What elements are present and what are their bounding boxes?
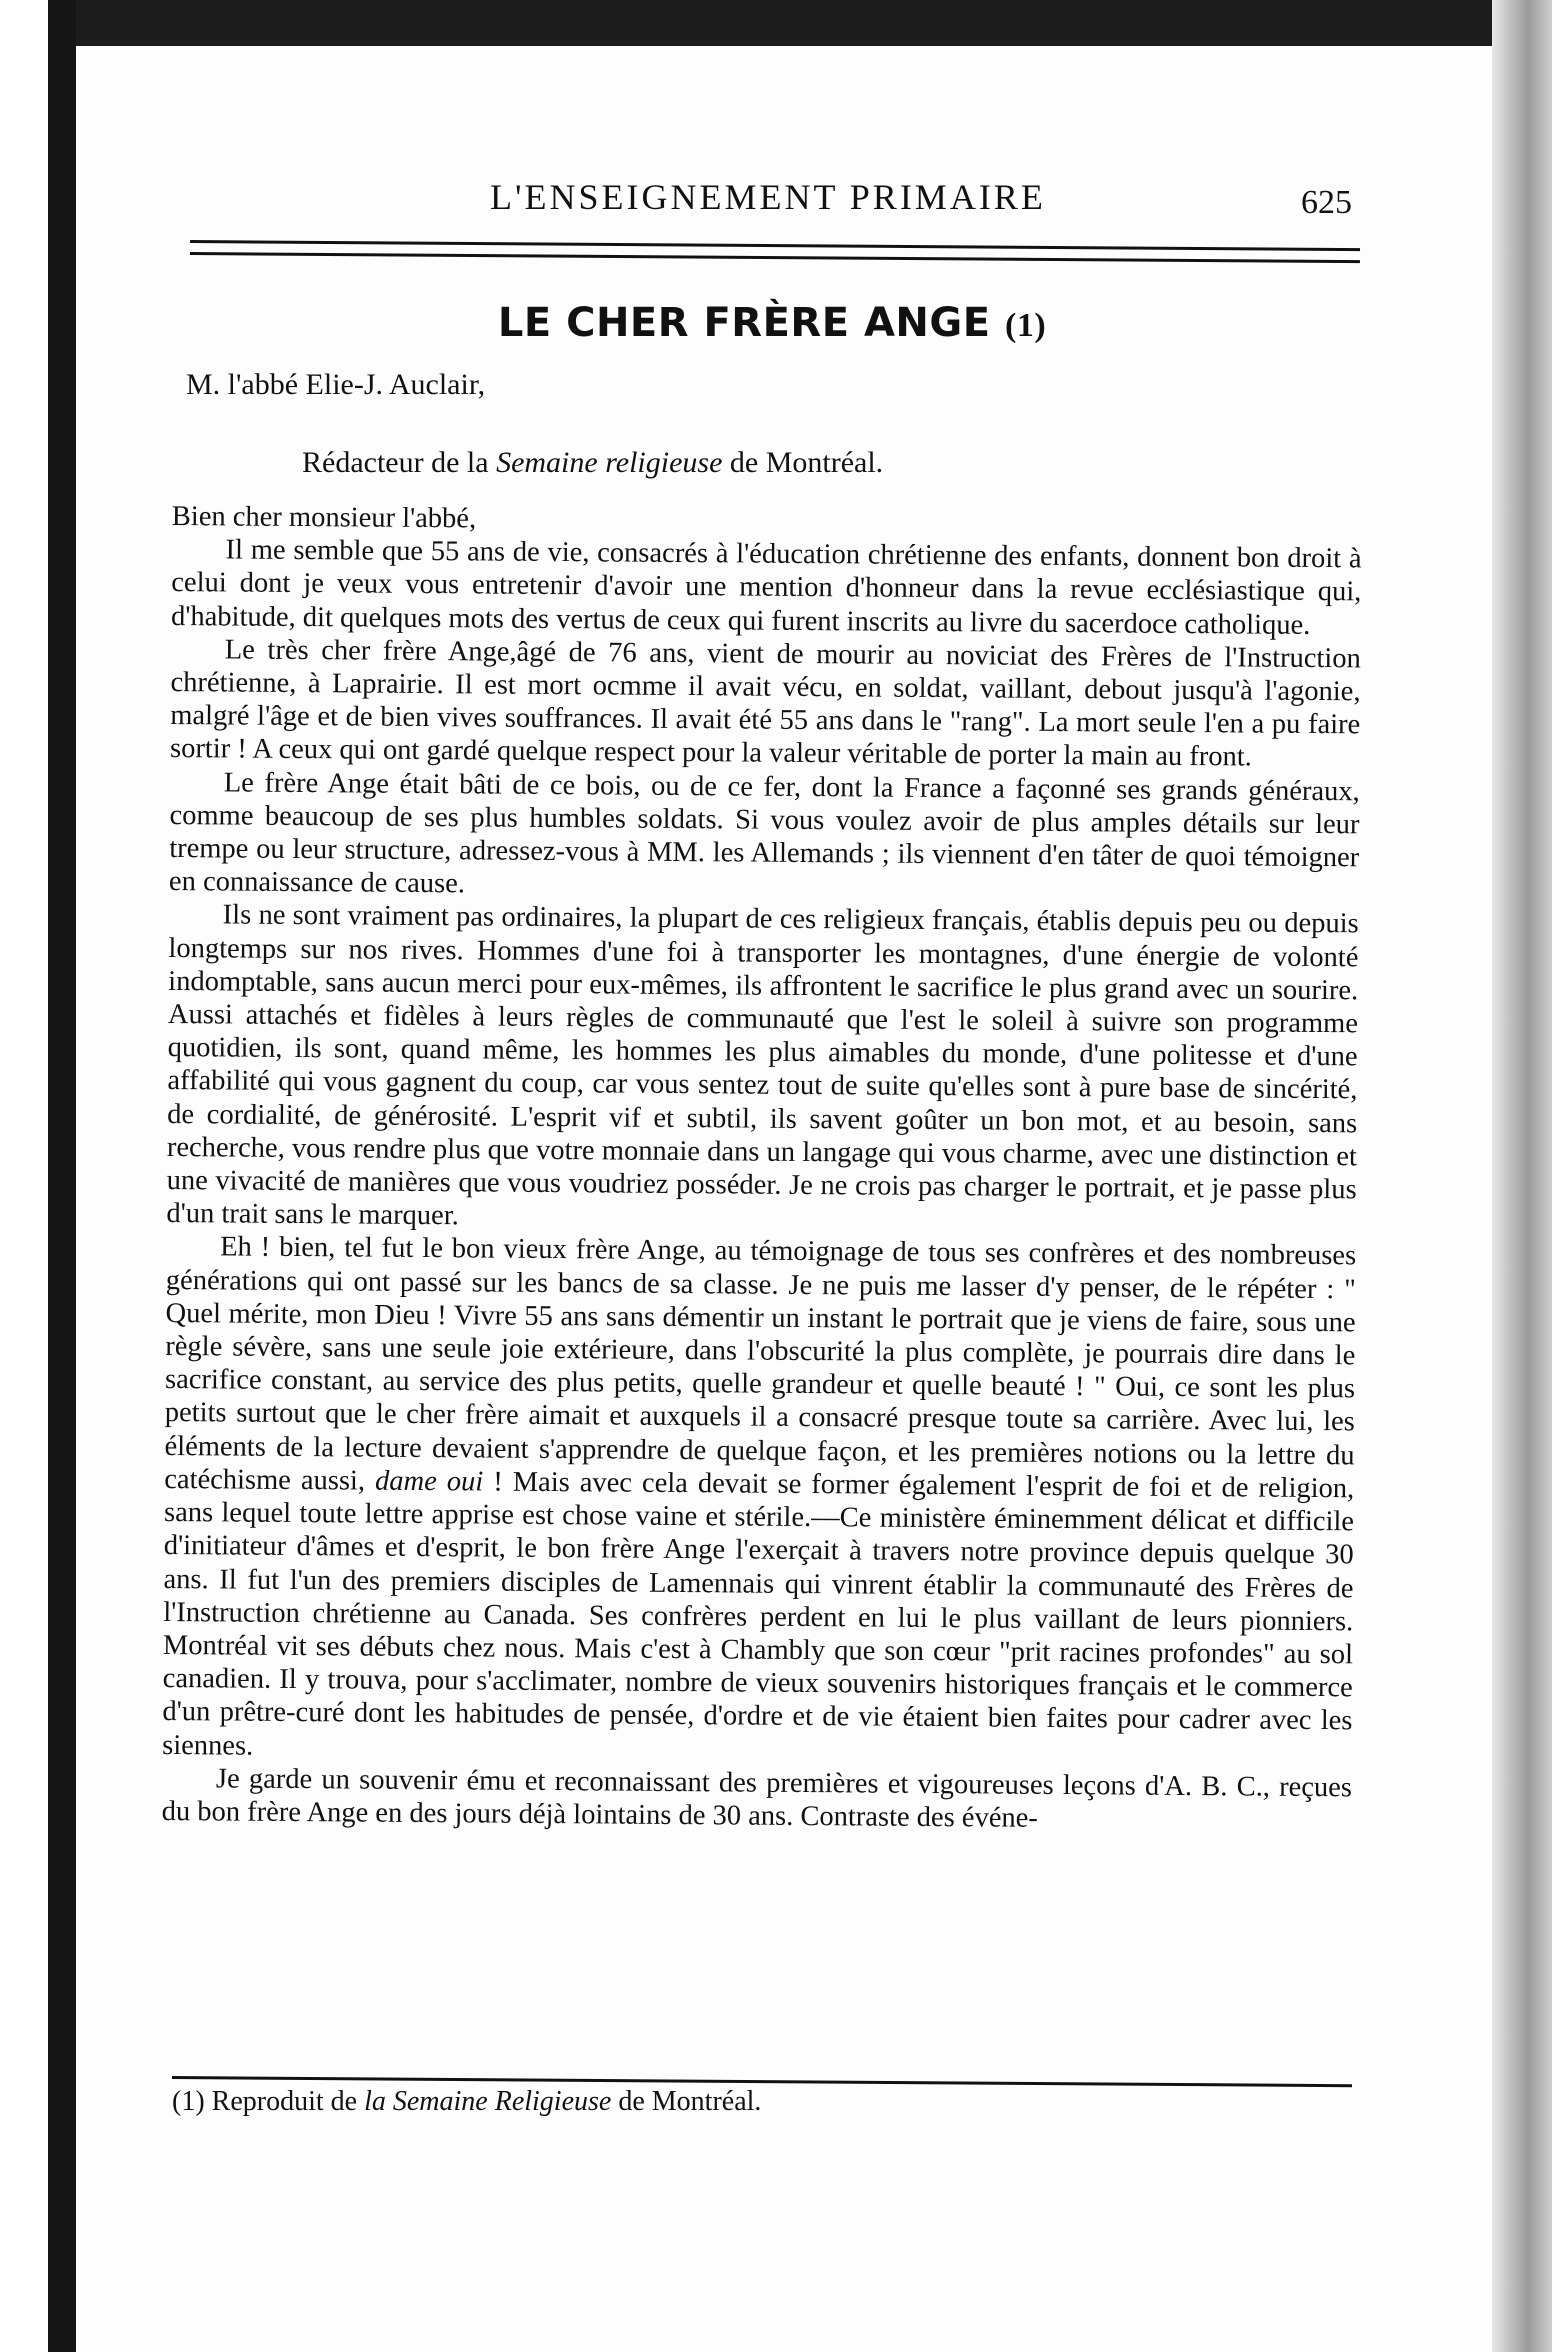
page-number: 625 (1301, 184, 1352, 221)
editor-line (302, 446, 883, 480)
footnote (172, 2086, 761, 2118)
paragraph-4: Ils ne sont vraiment pas ordinaires, la plupart de ces religieux français, établis depuis peu ou depuis longtemps sur nos rives. Hommes d'une foi à transporter les montagnes, d'une énergie de volonté indomptable, sans aucun merci pour eux-mêmes, ils affrontent le sacrifice le plus grand avec un sourire. Aussi attachés et fidèles à leurs règles de communauté que l'est le soleil à suivre son programme quotidien, ils sont, quand même, les hommes les plus aimables du monde, d'une politesse et d'une affabilité qui vous gagnent du coup, car vous sentez tout de suite qu'elles sont à pure base de sincérité, de cordialité, de générosité. L'esprit vif et subtil, ils savent goûter un bon mot, et au besoin, sans recherche, vous rendre plus que votre monnaie dans un langage qui vous charme, avec une distinction et une vivacité de manières que vous voudriez posséder. Je ne crois pas charger le portrait, et je passe plus d'un trait sans le marquer. (166, 899, 1359, 1232)
footnote-marker: (1) (172, 2086, 205, 2117)
paragraph-2: Le très cher frère Ange,âgé de 76 ans, vient de mourir au noviciat des Frères de l'Instruction chrétienne, à Laprairie. Il est mort ocmme il avait vécu, en soldat, vaillant, debout jusqu'à l'agonie, malgré l'âge et de bien vives souffrances. Il avait été 55 ans dans le "rang". La mort seule l'en a pu faire sortir ! A ceux qui ont gardé quelque respect pour la valeur véritable de porter la main au front. (169, 634, 1361, 773)
salutation: Bien cher monsieur l'abbé, (171, 500, 477, 535)
footnote-suffix: de Montréal. (611, 2086, 762, 2117)
footnote-publication: la Semaine Religieuse (364, 2086, 612, 2117)
paragraph-6: Je garde un souvenir ému et reconnaissant des premières et vigoureuses leçons d'A. B. C., reçues du bon frère Ange en des jours déjà lointains de 30 ans. Contraste des événe- (161, 1763, 1353, 1834)
editor-publication: Semaine religieuse (496, 446, 723, 479)
paragraph-1: Il me semble que 55 ans de vie, consacrés à l'éducation chrétienne des enfants, donnent bon droit à celui dont je veux vous entretenir d'avoir une mention d'honneur dans la revue ecclésiastique qui, d'habitude, dit quelques mots des vertus de ceux qui furent inscrits au livre du sacerdoce catholique. (170, 534, 1362, 641)
scan-left-margin (0, 0, 52, 2352)
scan-top-border (0, 0, 1552, 46)
scan-right-edge (1492, 0, 1552, 2352)
title-footnote-ref: (1) (1005, 307, 1047, 344)
paragraph-5 (162, 1230, 1356, 1771)
running-header (172, 170, 1372, 230)
paragraph-3: Le frère Ange était bâti de ce bois, ou de ce fer, dont la France a façonné ses grands généraux, comme beaucoup de ses plus humbles soldats. Si vous voulez avoir de plus amples détails sur leur trempe ou leur structure, adressez-vous à MM. les Allemands ; ils viennent d'en tâter de quoi témoigner en connaissance de cause. (168, 767, 1360, 900)
book-binding-shadow (48, 0, 76, 2352)
running-title: L'ENSEIGNEMENT PRIMAIRE (490, 177, 1046, 217)
addressee-line: M. l'abbé Elie-J. Auclair, (186, 368, 486, 401)
article-title-text: LE CHER FRÈRE ANGE (497, 300, 991, 346)
footnote-prefix: Reproduit de (204, 2086, 365, 2117)
paragraph-5-part-a: Eh ! bien, tel fut le bon vieux frère Ange, au témoignage de tous ses confrères et des nombreuses générations qui ont passé sur les bancs de sa classe. Je ne puis me lasser d'y penser, de le répéter : " Quel mérite, mon Dieu ! Vivre 55 ans sans démentir un instant le portrait que je viens de faire, sous une règle sévère, sans une seule joie extérieure, dans l'obscurité la plus complète, je pourrais dire dans le sacrifice constant, au service des plus petits, quelle grandeur et quelle beauté ! " Oui, ce sont les plus petits surtout que le cher frère aimait et auxquels il a consacré presque toute sa carrière. Avec lui, les éléments de la lecture devaient s'apprendre de quelque façon, et les premières notions ou la lettre du catéchisme aussi, (164, 1231, 1357, 1497)
editor-prefix: Rédacteur de la (302, 446, 497, 479)
paragraph-5-italic: dame oui (374, 1465, 484, 1498)
editor-suffix: de Montréal. (722, 446, 884, 479)
article-title (172, 300, 1372, 346)
paragraph-5-part-b: ! Mais avec cela devait se former également l'esprit de foi et de religion, sans lequel toute lettre apprise est chose vaine et stérile.—Ce ministère éminemment délicat et difficile d'initiateur d'âmes et d'esprit, le bon frère Ange l'exerçait à travers notre province depuis quelque 30 ans. Il fut l'un des premiers disciples de Lamennais qui vinrent établir la communauté des Frères de l'Instruction chrétienne au Canada. Ses confrères perdent en lui le plus vaillant de leurs pionniers. Montréal vit ses débuts chez nous. Mais c'est à Chambly que son cœur "prit racines profondes" au sol canadien. Il y trouva, pour s'acclimater, nombre de vieux souvenirs historiques français et le commerce d'un prêtre-curé dont les habitudes de pensée, d'ordre et de vie étaient bien faites pour cadrer avec les siennes. (162, 1466, 1355, 1762)
article-body (162, 500, 1362, 1837)
